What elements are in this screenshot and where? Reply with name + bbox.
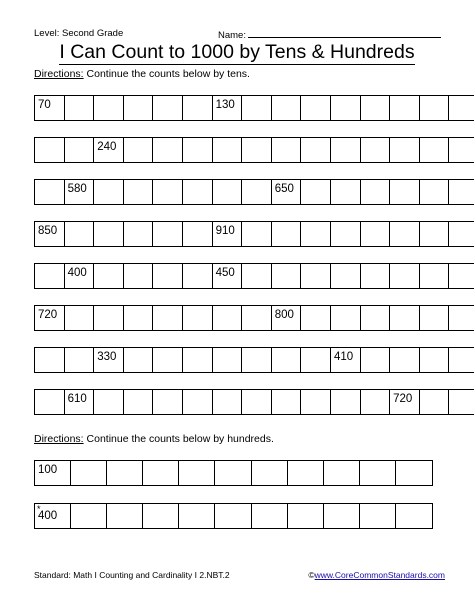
copyright-footer (308, 570, 445, 580)
directions-label: Directions: (34, 68, 84, 80)
blank-answer-cell[interactable] (153, 180, 183, 204)
blank-answer-cell[interactable] (252, 461, 288, 485)
given-number-cell (272, 306, 302, 330)
blank-answer-cell[interactable] (124, 180, 154, 204)
blank-answer-cell[interactable] (361, 306, 391, 330)
blank-answer-cell[interactable] (71, 461, 107, 485)
blank-answer-cell[interactable] (94, 180, 124, 204)
blank-answer-cell[interactable] (65, 138, 95, 162)
blank-answer-cell[interactable] (179, 504, 215, 528)
blank-answer-cell[interactable] (107, 461, 143, 485)
given-number-cell (35, 222, 65, 246)
blank-answer-cell[interactable] (361, 348, 391, 372)
blank-answer-cell[interactable] (272, 138, 302, 162)
blank-answer-cell[interactable] (94, 306, 124, 330)
blank-answer-cell[interactable] (272, 96, 302, 120)
blank-answer-cell[interactable] (449, 306, 474, 330)
blank-answer-cell[interactable] (420, 138, 450, 162)
blank-answer-cell[interactable] (213, 390, 243, 414)
blank-answer-cell[interactable] (390, 306, 420, 330)
blank-answer-cell[interactable] (324, 504, 360, 528)
blank-answer-cell[interactable] (449, 222, 474, 246)
copyright-symbol: © (308, 570, 315, 580)
name-field (218, 28, 441, 41)
blank-answer-cell[interactable] (213, 138, 243, 162)
blank-answer-cell[interactable] (390, 222, 420, 246)
blank-answer-cell[interactable] (94, 222, 124, 246)
blank-answer-cell[interactable] (94, 390, 124, 414)
blank-answer-cell[interactable] (124, 264, 154, 288)
count-row (34, 263, 474, 289)
blank-answer-cell[interactable] (124, 222, 154, 246)
blank-answer-cell[interactable] (65, 96, 95, 120)
blank-answer-cell[interactable] (153, 138, 183, 162)
blank-answer-cell[interactable] (242, 348, 272, 372)
given-number-cell (65, 180, 95, 204)
grade-level: Level: Second Grade (34, 28, 124, 39)
blank-answer-cell[interactable] (124, 390, 154, 414)
given-number-cell (272, 180, 302, 204)
blank-answer-cell[interactable] (183, 138, 213, 162)
blank-answer-cell[interactable] (449, 138, 474, 162)
blank-answer-cell[interactable] (361, 390, 391, 414)
blank-answer-cell[interactable] (143, 504, 179, 528)
blank-answer-cell[interactable] (272, 348, 302, 372)
name-label: Name: (218, 30, 246, 41)
blank-answer-cell[interactable] (390, 180, 420, 204)
cell-number: 240 (97, 141, 117, 153)
blank-answer-cell[interactable] (331, 138, 361, 162)
blank-answer-cell[interactable] (242, 138, 272, 162)
given-number-cell (213, 96, 243, 120)
given-number-cell (65, 264, 95, 288)
cell-number: 580 (67, 183, 87, 195)
blank-answer-cell[interactable] (153, 96, 183, 120)
blank-answer-cell[interactable] (288, 461, 324, 485)
given-number-cell (35, 504, 71, 528)
blank-answer-cell[interactable] (94, 96, 124, 120)
directions-text: Continue the counts below by tens. (83, 68, 250, 80)
blank-answer-cell[interactable] (124, 306, 154, 330)
directions-tens (34, 68, 250, 80)
blank-answer-cell[interactable] (360, 504, 396, 528)
cell-number: 400 (38, 510, 58, 522)
given-number-cell (213, 222, 243, 246)
blank-answer-cell[interactable] (179, 461, 215, 485)
given-number-cell (213, 264, 243, 288)
blank-answer-cell[interactable] (420, 306, 450, 330)
cell-number: 100 (38, 464, 58, 476)
count-row (34, 305, 474, 331)
blank-answer-cell[interactable] (35, 390, 65, 414)
blank-answer-cell[interactable] (94, 264, 124, 288)
blank-answer-cell[interactable] (183, 306, 213, 330)
blank-answer-cell[interactable] (65, 222, 95, 246)
blank-answer-cell[interactable] (124, 348, 154, 372)
blank-answer-cell[interactable] (213, 180, 243, 204)
blank-answer-cell[interactable] (420, 180, 450, 204)
blank-answer-cell[interactable] (272, 390, 302, 414)
given-number-cell (35, 306, 65, 330)
blank-answer-cell[interactable] (390, 348, 420, 372)
blank-answer-cell[interactable] (183, 390, 213, 414)
blank-answer-cell[interactable] (242, 222, 272, 246)
blank-answer-cell[interactable] (124, 96, 154, 120)
blank-answer-cell[interactable] (360, 461, 396, 485)
directions-hundreds (34, 433, 274, 445)
blank-answer-cell[interactable] (361, 222, 391, 246)
blank-answer-cell[interactable] (153, 390, 183, 414)
blank-answer-cell[interactable] (183, 264, 213, 288)
count-row (34, 389, 474, 415)
blank-answer-cell[interactable] (331, 180, 361, 204)
blank-answer-cell[interactable] (331, 306, 361, 330)
blank-answer-cell[interactable] (420, 348, 450, 372)
blank-answer-cell[interactable] (301, 264, 331, 288)
blank-answer-cell[interactable] (301, 348, 331, 372)
blank-answer-cell[interactable] (288, 504, 324, 528)
cell-number: 410 (333, 351, 354, 363)
asterisk-mark: * (37, 504, 41, 514)
blank-answer-cell[interactable] (153, 348, 183, 372)
blank-answer-cell[interactable] (35, 264, 65, 288)
cell-number: 130 (215, 99, 235, 111)
blank-answer-cell[interactable] (396, 504, 432, 528)
blank-answer-cell[interactable] (420, 264, 450, 288)
blank-answer-cell[interactable] (361, 96, 391, 120)
blank-answer-cell[interactable] (242, 180, 272, 204)
blank-answer-cell[interactable] (301, 390, 331, 414)
count-row (34, 179, 474, 205)
blank-answer-cell[interactable] (153, 222, 183, 246)
directions-label: Directions: (34, 433, 84, 445)
blank-answer-cell[interactable] (71, 504, 107, 528)
blank-answer-cell[interactable] (35, 138, 65, 162)
blank-answer-cell[interactable] (390, 264, 420, 288)
given-number-cell (390, 390, 420, 414)
blank-answer-cell[interactable] (361, 264, 391, 288)
blank-answer-cell[interactable] (361, 138, 391, 162)
blank-answer-cell[interactable] (153, 306, 183, 330)
count-row (34, 137, 474, 163)
cell-number: 720 (38, 309, 58, 321)
blank-answer-cell[interactable] (124, 138, 154, 162)
cell-number: 720 (393, 393, 413, 405)
blank-answer-cell[interactable] (65, 306, 95, 330)
count-row (34, 95, 474, 121)
blank-answer-cell[interactable] (449, 348, 474, 372)
blank-answer-cell[interactable] (331, 222, 361, 246)
given-number-cell (35, 461, 71, 485)
blank-answer-cell[interactable] (390, 138, 420, 162)
blank-answer-cell[interactable] (331, 390, 361, 414)
blank-answer-cell[interactable] (301, 96, 331, 120)
blank-answer-cell[interactable] (420, 96, 450, 120)
standard-footer: Standard: Math I Counting and Cardinality I 2.NBT.2 (34, 570, 230, 580)
blank-answer-cell[interactable] (215, 461, 251, 485)
blank-answer-cell[interactable] (449, 390, 474, 414)
count-row (34, 503, 433, 529)
blank-answer-cell[interactable] (301, 222, 331, 246)
website-link[interactable]: www.CoreCommonStandards.com (314, 570, 445, 580)
blank-answer-cell[interactable] (252, 504, 288, 528)
blank-answer-cell[interactable] (272, 264, 302, 288)
blank-answer-cell[interactable] (143, 461, 179, 485)
blank-answer-cell[interactable] (331, 264, 361, 288)
given-number-cell (94, 138, 124, 162)
blank-answer-cell[interactable] (324, 461, 360, 485)
blank-answer-cell[interactable] (242, 390, 272, 414)
blank-answer-cell[interactable] (183, 96, 213, 120)
count-row (34, 221, 474, 247)
cell-number: 910 (215, 225, 235, 237)
given-number-cell (35, 96, 65, 120)
blank-answer-cell[interactable] (301, 138, 331, 162)
count-row (34, 347, 474, 373)
cell-number: 330 (97, 351, 117, 363)
blank-answer-cell[interactable] (390, 96, 420, 120)
blank-answer-cell[interactable] (183, 180, 213, 204)
blank-answer-cell[interactable] (361, 180, 391, 204)
cell-number: 650 (274, 183, 294, 195)
given-number-cell (65, 390, 95, 414)
blank-answer-cell[interactable] (396, 461, 432, 485)
blank-answer-cell[interactable] (35, 180, 65, 204)
count-row (34, 460, 433, 486)
worksheet-title: I Can Count to 1000 by Tens & Hundreds (59, 41, 415, 63)
blank-answer-cell[interactable] (449, 96, 474, 120)
cell-number: 70 (38, 99, 51, 111)
blank-answer-cell[interactable] (301, 306, 331, 330)
blank-answer-cell[interactable] (242, 306, 272, 330)
blank-answer-cell[interactable] (153, 264, 183, 288)
blank-answer-cell[interactable] (35, 348, 65, 372)
blank-answer-cell[interactable] (420, 222, 450, 246)
blank-answer-cell[interactable] (242, 96, 272, 120)
blank-answer-cell[interactable] (449, 180, 474, 204)
given-number-cell (94, 348, 124, 372)
cell-number: 450 (215, 267, 235, 279)
cell-number: 610 (67, 393, 87, 405)
blank-answer-cell[interactable] (65, 348, 95, 372)
cell-number: 850 (38, 225, 58, 237)
blank-answer-cell[interactable] (213, 306, 243, 330)
name-line (248, 28, 441, 38)
blank-answer-cell[interactable] (213, 348, 243, 372)
blank-answer-cell[interactable] (331, 96, 361, 120)
blank-answer-cell[interactable] (183, 222, 213, 246)
blank-answer-cell[interactable] (107, 504, 143, 528)
blank-answer-cell[interactable] (215, 504, 251, 528)
blank-answer-cell[interactable] (420, 390, 450, 414)
blank-answer-cell[interactable] (242, 264, 272, 288)
cell-number: 400 (67, 267, 87, 279)
blank-answer-cell[interactable] (272, 222, 302, 246)
cell-number: 800 (274, 309, 294, 321)
directions-text: Continue the counts below by hundreds. (83, 433, 274, 445)
blank-answer-cell[interactable] (301, 180, 331, 204)
blank-answer-cell[interactable] (449, 264, 474, 288)
given-number-cell (331, 348, 361, 372)
blank-answer-cell[interactable] (183, 348, 213, 372)
